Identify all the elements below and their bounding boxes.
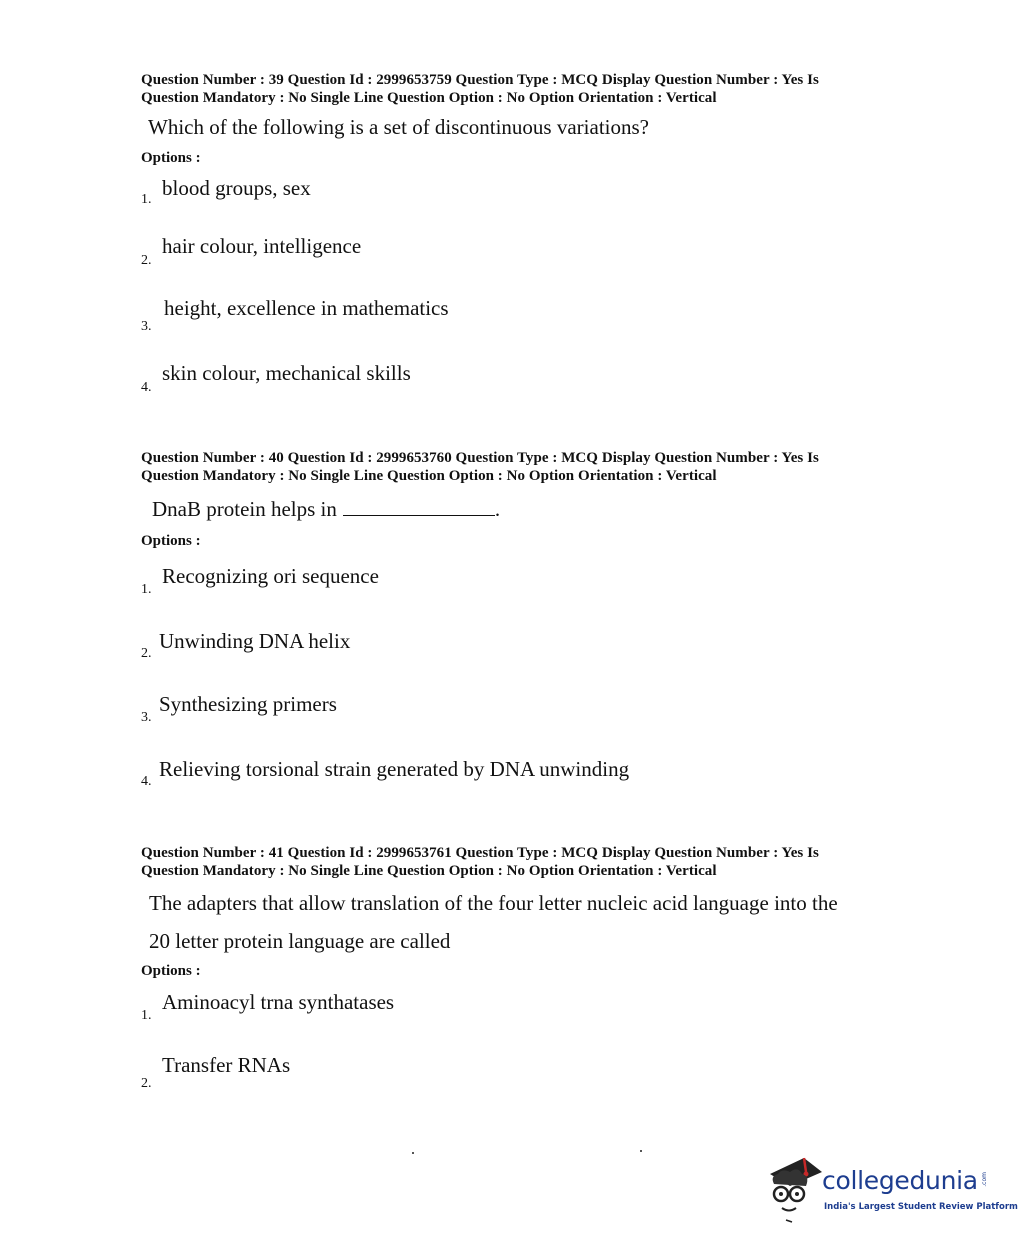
option-text: height, excellence in mathematics bbox=[164, 296, 449, 320]
meta-line-2: Question Mandatory : No Single Line Question Option : No Option Orientation : Vertical bbox=[141, 468, 717, 484]
collegedunia-logo bbox=[764, 1150, 1018, 1225]
speck bbox=[640, 1150, 642, 1152]
option-text: skin colour, mechanical skills bbox=[162, 361, 411, 385]
options-label: Options : bbox=[141, 963, 201, 979]
option-number: 2. bbox=[141, 253, 152, 268]
question-text-start: DnaB protein helps in bbox=[152, 497, 337, 521]
option-number: 1. bbox=[141, 192, 152, 207]
question-text bbox=[141, 884, 901, 960]
logo-tagline: India's Largest Student Review Platform bbox=[824, 1202, 1018, 1212]
option-number: 2. bbox=[141, 1076, 152, 1091]
option-text: Unwinding DNA helix bbox=[159, 629, 351, 653]
options-label: Options : bbox=[141, 533, 201, 549]
options-label: Options : bbox=[141, 150, 201, 166]
question-text bbox=[141, 108, 901, 146]
option-text: Aminoacyl trna synthatases bbox=[162, 990, 395, 1014]
question-text-end: . bbox=[494, 497, 501, 521]
option-number: 1. bbox=[141, 1008, 152, 1023]
question-40 bbox=[141, 449, 901, 485]
meta-line-1: Question Number : 40 Question Id : 2999653760 Question Type : MCQ Display Question Number : Yes Is bbox=[141, 450, 819, 466]
question-meta bbox=[141, 71, 901, 107]
mascot-icon bbox=[764, 1150, 824, 1225]
option-number: 4. bbox=[141, 774, 152, 789]
question-39 bbox=[141, 71, 901, 107]
meta-line-1: Question Number : 39 Question Id : 2999653759 Question Type : MCQ Display Question Number : Yes Is bbox=[141, 72, 819, 88]
option-number: 1. bbox=[141, 582, 152, 597]
option-text: Relieving torsional strain generated by DNA unwinding bbox=[159, 757, 630, 781]
option-number: 2. bbox=[141, 646, 152, 661]
option-number: 3. bbox=[141, 710, 152, 725]
meta-line-1: Question Number : 41 Question Id : 2999653761 Question Type : MCQ Display Question Number : Yes Is bbox=[141, 845, 819, 861]
option-number: 3. bbox=[141, 319, 152, 334]
option-text: Synthesizing primers bbox=[159, 692, 337, 716]
option-text: Transfer RNAs bbox=[162, 1053, 291, 1077]
logo-suffix: .com bbox=[981, 1172, 988, 1187]
question-text-line: The adapters that allow translation of the four letter nucleic acid language into the bbox=[149, 891, 838, 915]
logo-wordmark: collegedunia bbox=[822, 1166, 978, 1195]
question-meta bbox=[141, 844, 901, 880]
question-text-line: Which of the following is a set of discontinuous variations? bbox=[148, 115, 649, 139]
option-text: hair colour, intelligence bbox=[162, 234, 362, 258]
meta-line-2: Question Mandatory : No Single Line Question Option : No Option Orientation : Vertical bbox=[141, 863, 717, 879]
question-text-line bbox=[152, 490, 901, 528]
question-text bbox=[141, 490, 901, 528]
question-meta bbox=[141, 449, 901, 485]
answer-blank bbox=[343, 497, 495, 516]
speck bbox=[412, 1152, 414, 1154]
meta-line-2: Question Mandatory : No Single Line Question Option : No Option Orientation : Vertical bbox=[141, 90, 717, 106]
option-text: Recognizing ori sequence bbox=[162, 564, 379, 588]
question-text-line: 20 letter protein language are called bbox=[149, 929, 451, 953]
option-number: 4. bbox=[141, 380, 152, 395]
question-41 bbox=[141, 844, 901, 880]
option-text: blood groups, sex bbox=[162, 176, 311, 200]
